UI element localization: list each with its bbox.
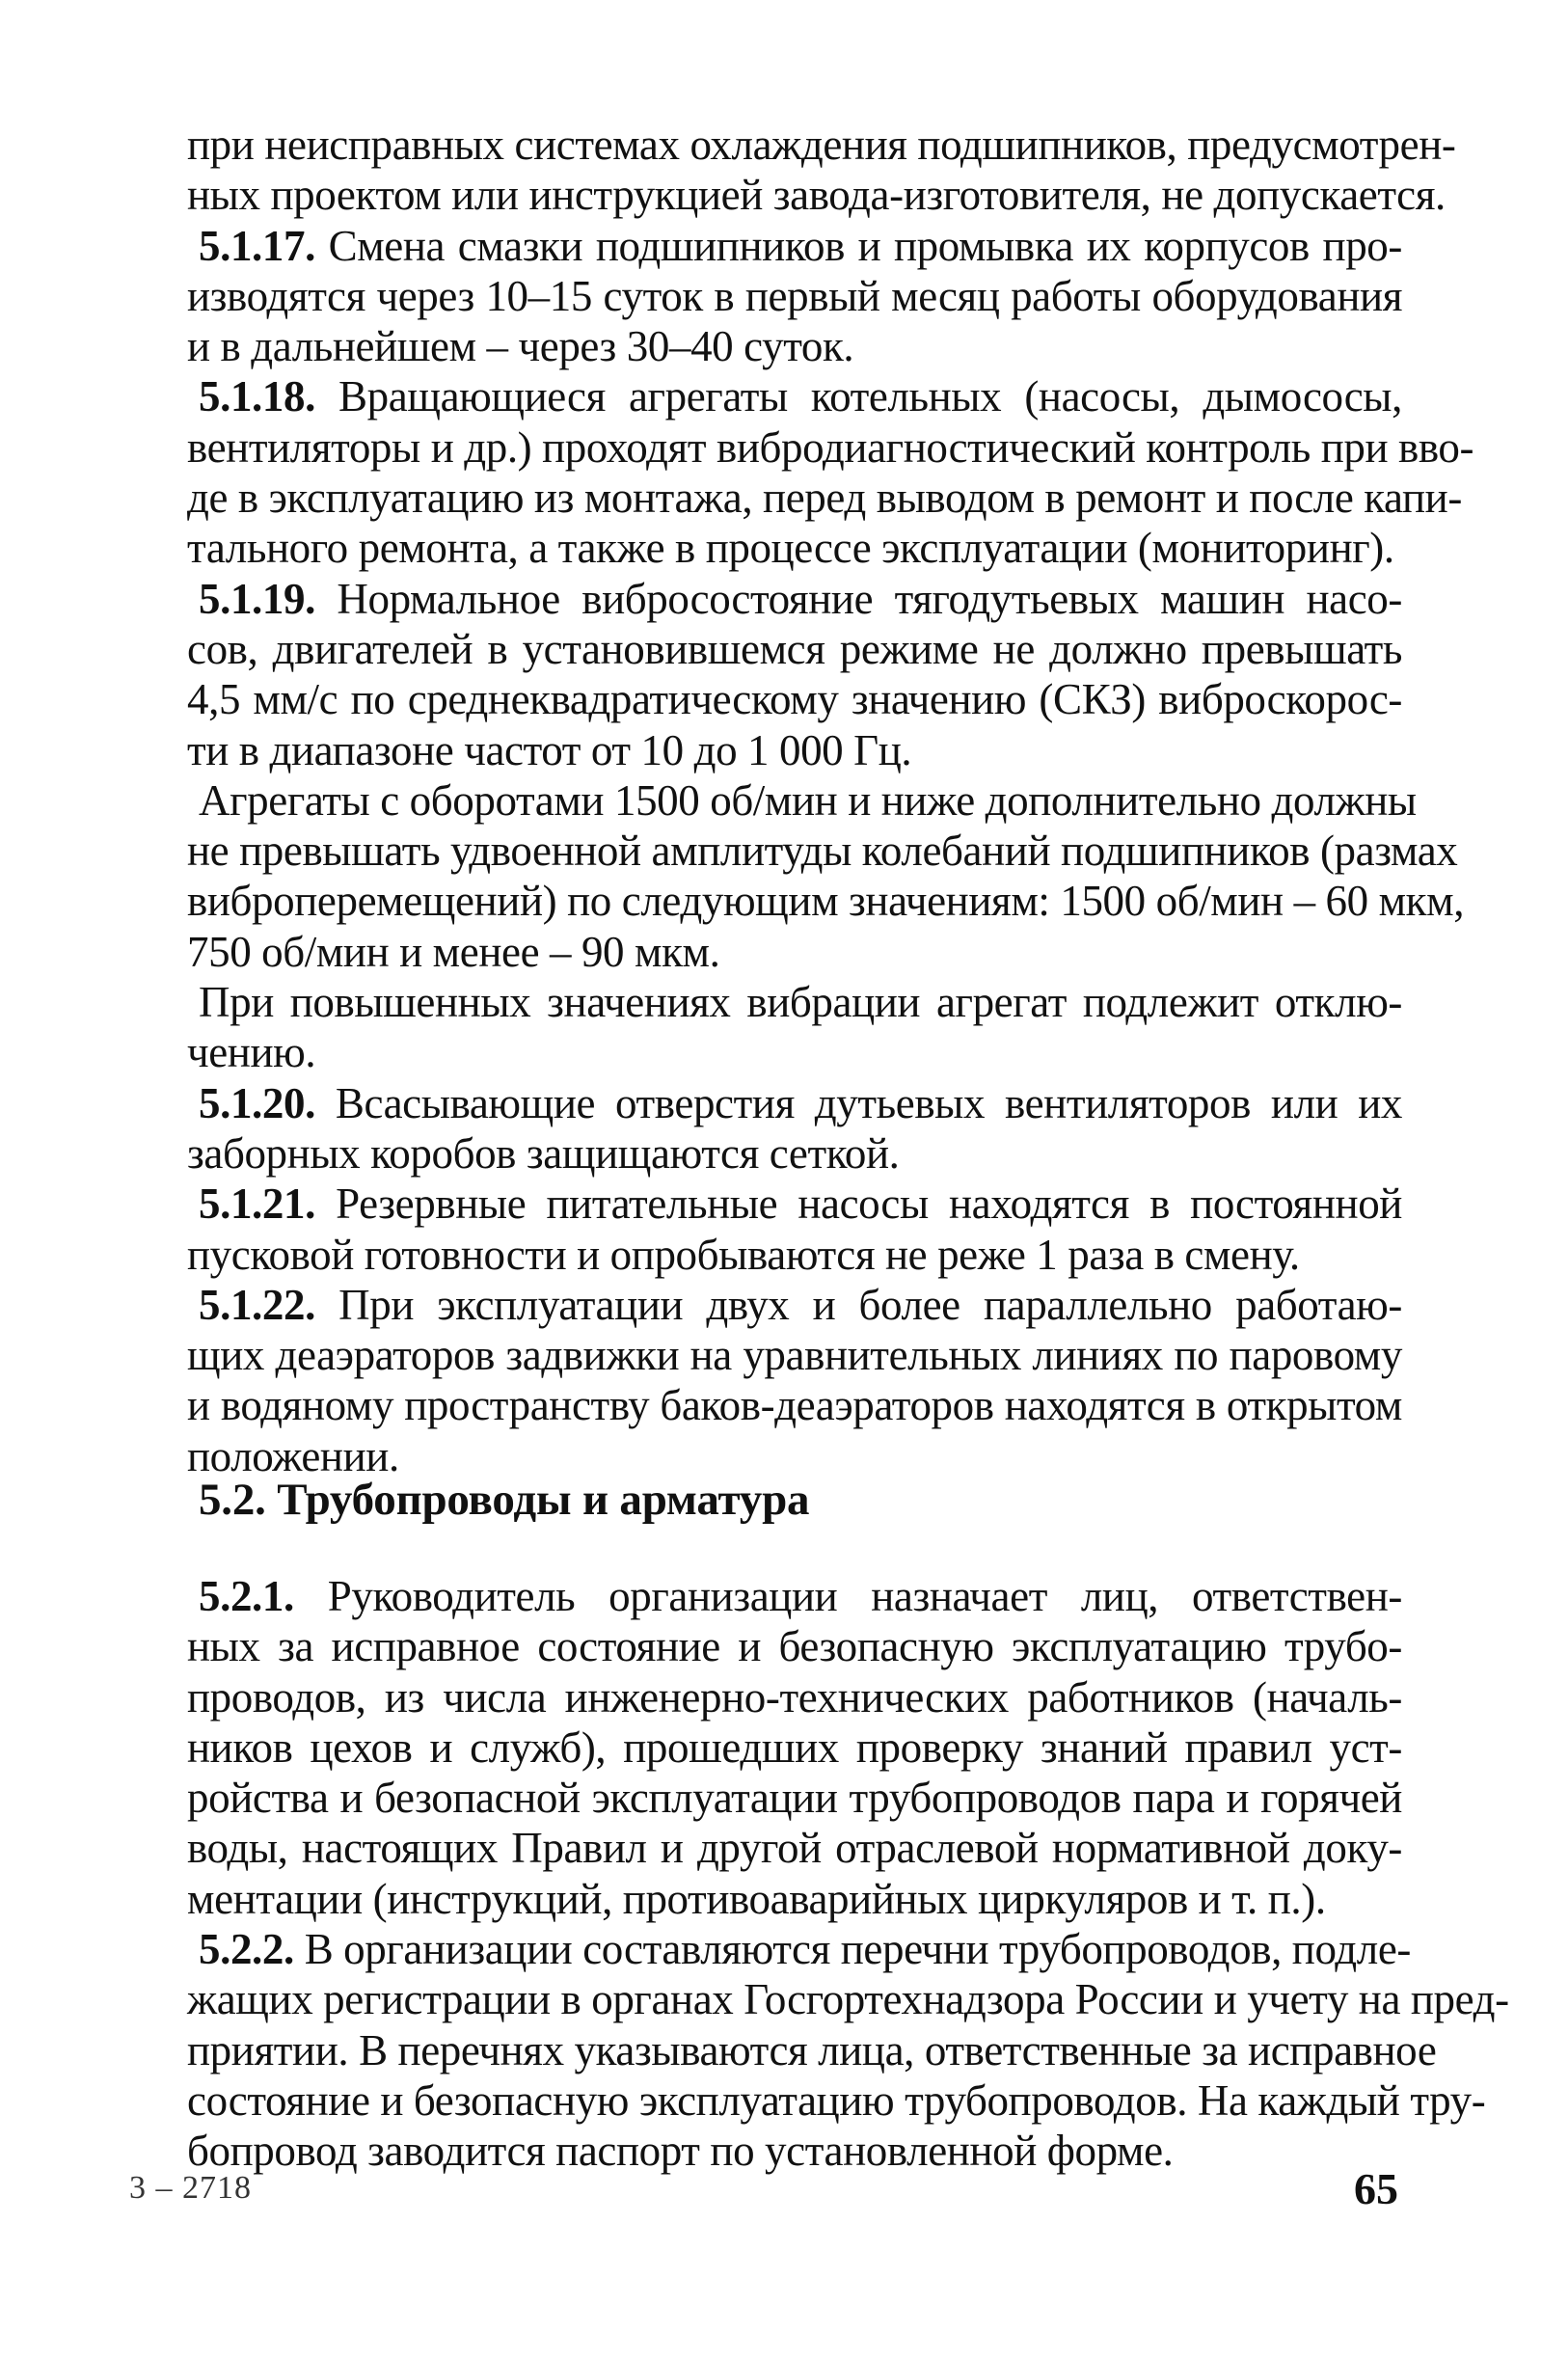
line-text: Вращающиеся агрегаты котельных (насосы, дымососы,	[314, 372, 1402, 421]
text-line	[187, 1571, 1402, 1621]
text-line	[187, 1280, 1402, 1330]
line-text: сов, двигателей в установившемся режиме не должно превышать	[187, 624, 1402, 673]
line-text: тального ремонта, а также в процессе эксплуатации (мониторинг).	[187, 524, 1394, 573]
line-text: Агрегаты с оборотами 1500 об/мин и ниже дополнительно должны	[199, 775, 1417, 825]
text-line	[187, 1823, 1402, 1873]
line-text: Резервные питательные насосы находятся в постоянной	[314, 1180, 1402, 1229]
line-text: 750 об/мин и менее – 90 мкм.	[187, 927, 720, 976]
line-text: де в эксплуатацию из монтажа, перед выводом в ремонт и после капи-	[187, 474, 1462, 523]
line-text: Нормальное вибросостояние тягодутьевых машин насо-	[314, 574, 1402, 623]
text-line	[187, 624, 1402, 674]
text-line	[187, 2126, 1402, 2176]
line-text: ников цехов и служб), прошедших проверку знаний правил уст-	[187, 1722, 1402, 1772]
text-line	[187, 1027, 1402, 1077]
line-text: При эксплуатации двух и более параллельно работаю-	[314, 1280, 1402, 1329]
line-text: ройства и безопасной эксплуатации трубопроводов пара и горячей	[187, 1774, 1402, 1823]
text-line	[187, 1621, 1402, 1671]
line-text: вентиляторы и др.) проходят вибродиагностический контроль при вво-	[187, 422, 1474, 472]
line-text: заборных коробов защищаются сеткой.	[187, 1128, 900, 1178]
line-text: состояние и безопасную эксплуатацию трубопроводов. На каждый тру-	[187, 2075, 1486, 2125]
clause-number: 5.2.1.	[199, 1572, 294, 1620]
printer-signature: 3 – 2718	[129, 2170, 252, 2206]
text-line	[187, 927, 1402, 977]
line-text: чению.	[187, 1028, 316, 1077]
line-text: ментации (инструкций, противоаварийных циркуляров и т. п.).	[187, 1874, 1326, 1923]
text-line	[187, 1230, 1402, 1280]
line-text: виброперемещений) по следующим значениям: 1500 об/мин – 60 мкм,	[187, 877, 1465, 926]
text-line	[187, 371, 1402, 421]
line-text: Смена смазки подшипников и промывка их корпусов про-	[314, 221, 1402, 270]
text-line	[187, 1924, 1411, 1974]
text-line	[187, 1773, 1402, 1823]
text-line	[187, 876, 1465, 926]
text-line	[187, 120, 1456, 170]
section-1-text	[187, 120, 1474, 1481]
text-line	[187, 523, 1402, 573]
line-text: пусковой готовности и опробываются не реже 1 раза в смену.	[187, 1230, 1300, 1279]
clause-number: 5.1.20.	[199, 1078, 315, 1127]
section-2-text	[187, 1571, 1509, 2177]
clause-number: 5.1.18.	[199, 372, 315, 421]
page-number: 65	[1354, 2164, 1398, 2213]
text-line	[187, 422, 1474, 473]
text-line	[187, 775, 1417, 826]
text-line	[187, 725, 1402, 775]
line-text: проводов, из числа инженерно-технических работников (началь-	[187, 1672, 1402, 1722]
text-line	[187, 1380, 1402, 1430]
line-text: щих деаэраторов задвижки на уравнительных линиях по паровому	[187, 1331, 1402, 1380]
line-text: не превышать удвоенной амплитуды колебаний подшипников (размах	[187, 827, 1458, 876]
text-line	[187, 1722, 1402, 1773]
line-text: жащих регистрации в органах Госгортехнадзора России и учету на пред-	[187, 1975, 1509, 2024]
text-line	[187, 826, 1458, 876]
text-line	[187, 1672, 1402, 1722]
text-line	[187, 473, 1462, 523]
line-text: В организации составляются перечни трубопроводов, подле-	[293, 1925, 1411, 1974]
text-line	[187, 1974, 1509, 2024]
text-line	[187, 1078, 1402, 1128]
line-text: Всасывающие отверстия дутьевых вентиляторов или их	[314, 1078, 1402, 1127]
line-text: При повышенных значениях вибрации агрегат подлежит отклю-	[199, 978, 1402, 1027]
line-text: изводятся через 10–15 суток в первый месяц работы оборудования	[187, 271, 1402, 320]
line-text: ных проектом или инструкцией завода-изготовителя, не допускается.	[187, 171, 1446, 220]
text-line	[187, 2075, 1486, 2126]
text-line	[187, 1330, 1402, 1380]
line-text: положении.	[187, 1431, 399, 1480]
clause-number: 5.1.22.	[199, 1280, 315, 1329]
line-text: 4,5 мм/с по среднеквадратическому значению (СКЗ) виброскорос-	[187, 675, 1402, 724]
line-text: и в дальнейшем – через 30–40 суток.	[187, 322, 854, 371]
clause-number: 5.2.2.	[199, 1925, 294, 1974]
clause-number: 5.1.17.	[199, 221, 315, 270]
line-text: Руководитель организации назначает лиц, ответствен-	[293, 1572, 1402, 1620]
text-line	[187, 170, 1446, 220]
text-line	[187, 1128, 1402, 1179]
line-text: воды, настоящих Правил и другой отраслевой нормативной доку-	[187, 1824, 1402, 1873]
text-line	[187, 1874, 1402, 1924]
text-line	[187, 271, 1402, 321]
line-text: бопровод заводится паспорт по установленной форме.	[187, 2127, 1174, 2176]
line-text: ных за исправное состояние и безопасную эксплуатацию трубо-	[187, 1622, 1402, 1671]
line-text: ти в диапазоне частот от 10 до 1 000 Гц.	[187, 725, 912, 774]
text-line	[187, 1179, 1402, 1229]
clause-number: 5.1.21.	[199, 1180, 315, 1229]
section-heading-5-2: 5.2. Трубопроводы и арматура	[199, 1475, 810, 1525]
text-line	[187, 674, 1402, 724]
text-line	[187, 977, 1402, 1027]
line-text: приятии. В перечнях указываются лица, ответственные за исправное	[187, 2025, 1437, 2074]
clause-number: 5.1.19.	[199, 574, 315, 623]
text-line	[187, 2025, 1437, 2075]
text-line	[187, 221, 1402, 271]
text-line	[187, 574, 1402, 624]
line-text: и водяному пространству баков-деаэраторов находятся в открытом	[187, 1381, 1402, 1430]
line-text: при неисправных системах охлаждения подшипников, предусмотрен-	[187, 121, 1456, 169]
text-line	[187, 321, 1402, 371]
